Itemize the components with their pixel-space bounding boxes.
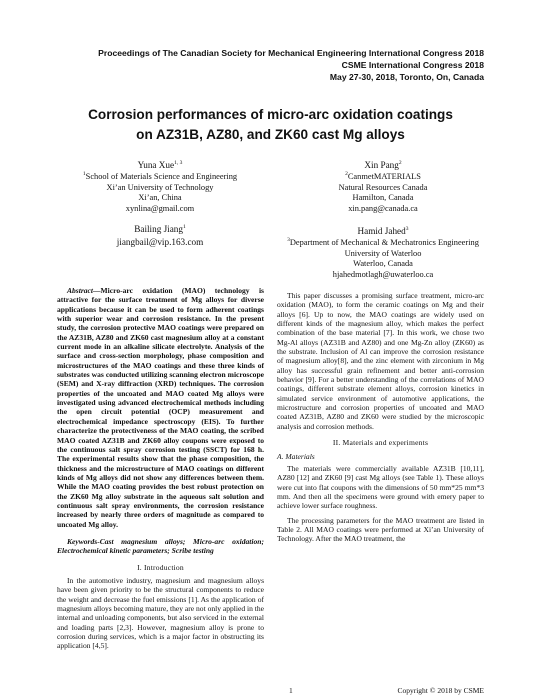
- conference-proceedings-line: Proceedings of The Canadian Society for Mechanical Engineering International Congress 2018: [98, 48, 484, 58]
- author-superscript: 3: [405, 225, 409, 232]
- paper-title-line-2: on AZ31B, AZ80, and ZK60 cast Mg alloys: [136, 127, 405, 142]
- affiliation-line: Xi’an, China: [138, 193, 182, 203]
- affiliation-line: Xi’an University of Technology: [106, 182, 214, 192]
- affiliation-line: Natural Resources Canada: [338, 182, 428, 192]
- author-email: xin.pang@canada.ca: [348, 203, 418, 213]
- author-email: jiangbail@vip.163.com: [116, 237, 204, 247]
- author-email: hjahedmotlagh@uwaterloo.ca: [332, 269, 434, 279]
- affiliation-line: Waterloo, Canada: [353, 259, 413, 269]
- abstract-text: Micro-arc oxidation (MAO) technology is attractive for the surface treatment of Mg alloys for diverse applications because it can be used to form adherent coatings with superior wear and corrosion resistance. In the present study, the corrosion protective MAO coatings were prepared on the AZ31B, AZ80 and ZK60 cast magnesium alloy at a constant current mode in an alkaline silicate electrolyte. Analysis of the surface and cross-section morphology, phase composition and microstructures of the MAO coatings and these three kinds of substrates was conducted utilizing scanning electron microscope (SEM) and X-ray diffraction (XRD) techniques. The corrosion properties of the uncoated and MAO coated Mg alloys were investigated using advanced electrochemical methods including the open circuit potential (OCP) measurement and electrochemical impedance spectroscopy (EIS). To further characterize the protectiveness of the MAO coating, the scribed MAO coated AZ31B and ZK60 alloy coupons were exposed to the continuous salt spray corrosion testing (SSCT) for 168 h. The experimental results show that the phase composition, the thickness and the microstructure of MAO coatings on different kinds of Mg alloys did not show any differences between them. While the MAO coating provides the best robust protection on the ZK60 Mg alloy substrate in the aqueous salt solution and continuous salt spray environments, the corrosion resistance increased by nearly three orders of magnitude as compared to uncoated Mg alloy.: [57, 286, 264, 529]
- author-name: Bailing Jiang: [134, 224, 183, 234]
- affiliation-line: School of Materials Science and Engineering: [85, 172, 238, 181]
- author-superscript: 1: [183, 223, 186, 230]
- author-block-4: [283, 225, 483, 280]
- page-number: 1: [289, 686, 293, 695]
- author-superscript: 1, 3: [174, 159, 183, 166]
- materials-paragraph-1: The materials were commercially available AZ31B [10,11], AZ80 [12] and ZK60 [9] cast Mg alloys (see Table 1). These alloys were cut into flat coupons with the dimensions of 50 mm*25 mm*3 mm. And then all the specimens were ground with emery paper to achieve lower surface roughness.: [277, 463, 484, 511]
- paper-title: [0, 105, 541, 145]
- affiliation-superscript: 1: [82, 171, 86, 178]
- copyright-notice: Copyright © 2018 by CSME: [397, 686, 484, 695]
- affiliation-line: Department of Mechanical & Mechatronics Engineering: [289, 238, 479, 247]
- author-block-1: [60, 159, 260, 214]
- author-block-3: [60, 223, 260, 249]
- affiliation-line: Hamilton, Canada: [352, 193, 414, 203]
- author-name: Yuna Xue: [137, 160, 175, 170]
- author-name: Xin Pang: [364, 160, 399, 170]
- abstract-label: Abstract—: [67, 286, 101, 295]
- affiliation-superscript: 2: [345, 171, 348, 178]
- author-superscript: 2: [398, 159, 402, 166]
- intro-paragraph-1: In the automotive industry, magnesium and magnesium alloys have been given priority to be the structural components to reduce the weight and decrease the fuel emissions [1]. As the application of magnesium alloys becoming mature, they are not only applied in the internal and unloading components, but also serviced in the external and loading parts [2,3]. However, magnesium alloy is prone to corrosion during services, which is a major factor in obstructing its application [4,5].: [57, 575, 264, 651]
- conference-date-line: May 27-30, 2018, Toronto, On, Canada: [329, 72, 484, 82]
- section-heading-materials: II. Materials and experiments: [332, 438, 429, 448]
- abstract-paragraph: [57, 286, 264, 529]
- section-heading-introduction: I. Introduction: [137, 562, 184, 572]
- affiliation-line: CanmetMATERIALS: [347, 172, 421, 181]
- subsection-heading-materials: A. Materials: [277, 451, 315, 461]
- author-name: Hamid Jahed: [357, 226, 406, 236]
- affiliation-line: University of Waterloo: [344, 248, 422, 258]
- conference-name-line: CSME International Congress 2018: [341, 60, 484, 70]
- paper-title-line-1: Corrosion performances of micro-arc oxidation coatings: [88, 107, 453, 122]
- left-column: [57, 286, 264, 651]
- materials-paragraph-2: The processing parameters for the MAO treatment are listed in Table 2. All MAO coatings were performed at Xi’an University of Technology. After the MAO treatment, the: [277, 515, 484, 544]
- keywords: Keywords-Cast magnesium alloys; Micro-arc oxidation; Electrochemical kinetic parameters; Scribe testing: [57, 536, 264, 556]
- right-column: [277, 286, 484, 544]
- author-email: xynlina@gmail.com: [125, 203, 195, 213]
- intro-paragraph-2: This paper discusses a promising surface treatment, micro-arc oxidation (MAO), to form the ceramic coatings on Mg and their alloys [6]. Up to now, the MAO coatings are widely used on different kinds of the magnesium alloy, which makes the perfect combination of the base material [7]. In this work, we chose two Mg-Al alloys (AZ31B and AZ80) and one Mg-Zn alloy (ZK60) as the substrate. Inclusion of Al can improve the corrosion resistance of magnesium alloy[8], and the zinc element with zirconium in Mg alloy has successful grain refinement and better anti-corrosion behavior [9]. For a better understanding of the correlations of MAO coatings, different substrate element alloys, corrosion kinetics in simulated service environment of automotive applications, the microstructure and corrosion properties of uncoated and MAO coated AZ31B, AZ80 and ZK60 were studied by the microscopic analysis and corrosion methods.: [277, 291, 484, 431]
- author-block-2: [283, 159, 483, 214]
- affiliation-superscript: 3: [287, 237, 290, 244]
